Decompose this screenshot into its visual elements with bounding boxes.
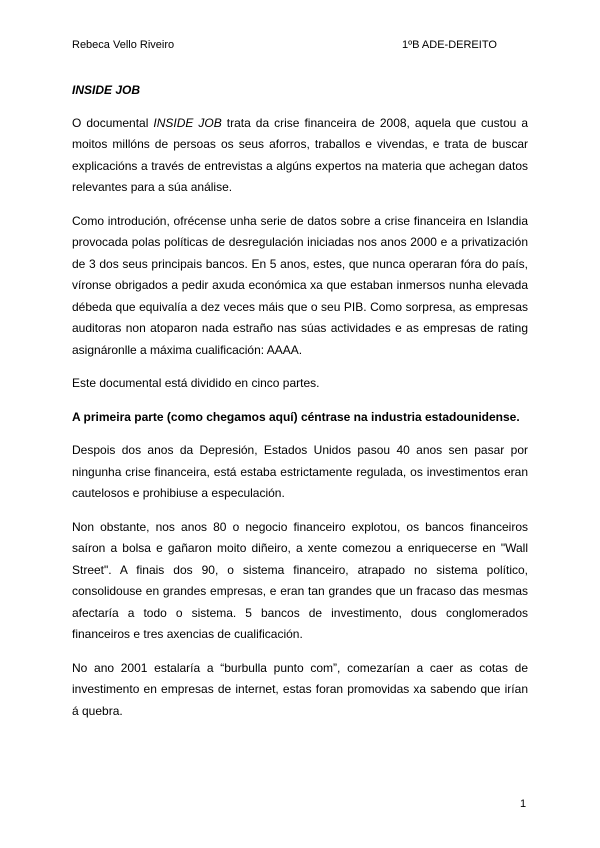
paragraph-iceland: Como introdución, ofrécense unha serie de datos sobre a crise financeira en Islandia provocada polas políticas de desregulación iniciadas nos anos 2000 e a privatización de 3 dos seus principais bancos. En 5 anos, estes, que nunca operaran fóra do país, víronse obrigados a pedir axuda económica xa que estaban inmersos nunha elevada débeda que equivalía a dez veces máis que o seu PIB. Como sorpresa, as empresas auditoras non atoparon nada estraño nas súas actividades e as empresas de rating asignáronlle a máxima cualificación: AAAA. [72, 213, 528, 357]
page-number: 1 [520, 798, 527, 810]
paragraph-dotcom: No ano 2001 estalaría a “burbulla punto com”, comezarían a caer as cotas de investimento en empresas de internet, estas foran promovidas xa sabendo que irían á quebra. [72, 660, 528, 718]
intro-text-after: trata da crise financeira de 2008, aquela que custou a moitos millóns de persoas os seus aforros, traballos e vivendas, e trata de buscar explicacións a través de entrevistas a algúns expertos na materia que achegan datos relevantes para a súa análise. [72, 115, 528, 194]
author-name: Rebeca Vello Riveiro [72, 39, 175, 51]
intro-paragraph [72, 113, 528, 199]
paragraph-eighties: Non obstante, nos anos 80 o negocio financeiro explotou, os bancos financeiros saíron a bolsa e gañaron moito diñeiro, a xente comezou a enriquecerse en "Wall Street". A finais dos 90, o sistema financeiro, atrapado no sistema político, consolidouse en grandes empresas, e eran tan grandes que un fracaso das mesmas afectaría a todo o sistema. 5 bancos de investimento, dous conglomerados financeiros e tres axencias de cualificación. [72, 519, 528, 641]
paragraph-depression: Despois dos anos da Depresión, Estados Unidos pasou 40 anos sen pasar por ningunha crise financeira, está estaba estrictamente regulada, os investimentos eran cautelosos e prohibiuse a especulación. [72, 443, 528, 500]
paragraph-structure: Este documental está dividido en cinco partes. [72, 376, 320, 390]
intro-title-italic: INSIDE JOB [153, 115, 222, 130]
document-body [72, 80, 528, 734]
intro-text-before: O documental [72, 115, 154, 130]
document-title: INSIDE JOB [72, 83, 141, 97]
course-label: 1ºB ADE-DEREITO [402, 39, 497, 51]
section-heading: A primeira parte (como chegamos aquí) céntrase na industria estadounidense. [72, 409, 520, 424]
